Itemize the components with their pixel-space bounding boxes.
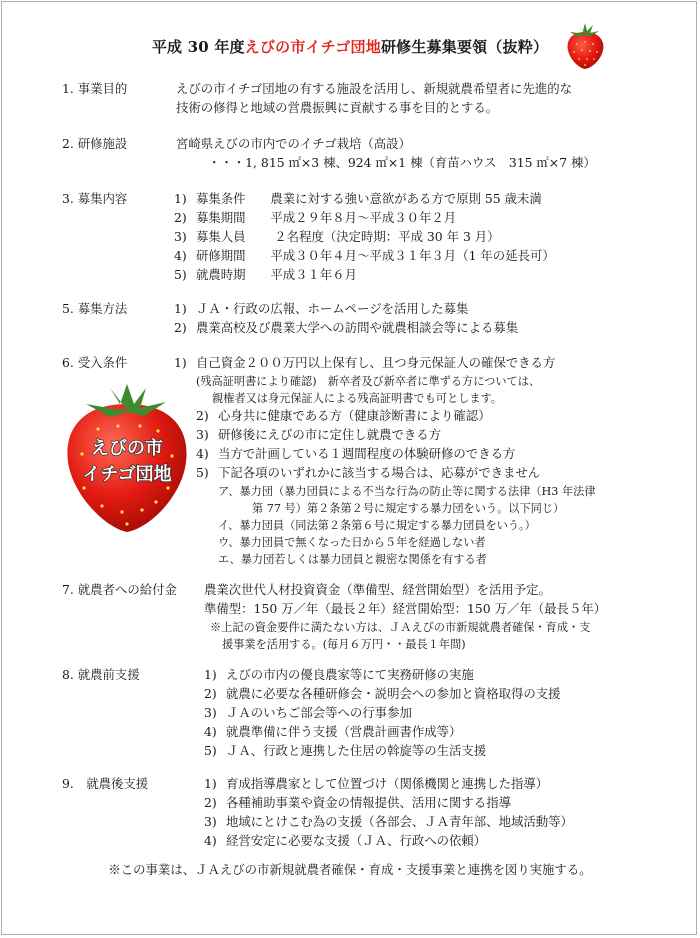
item-text: 各種補助事業や資金の情報提供、活用に関する指導 (226, 795, 511, 810)
item-text: 研修期間 平成３０年４月～平成３１年３月（1 年の延長可） (196, 248, 555, 263)
item-text: 募集条件 農業に対する強い意欲がある方で原則 55 歳未満 (196, 191, 542, 206)
item-number: 1) (174, 355, 187, 370)
list-item (174, 247, 555, 266)
text-line: 準備型：150 万／年（最長２年）経営開始型：150 万／年（最長５年） (204, 601, 607, 616)
logo-line2: イチゴ団地 (82, 464, 172, 485)
item-number: 2) (174, 320, 187, 335)
item-text: 就農に必要な各種研修会・説明会への参加と資格取得の支援 (226, 686, 561, 701)
list-item (204, 685, 561, 704)
item-number: 3) (204, 814, 217, 829)
item-number: 2) (174, 210, 187, 225)
list-item (174, 209, 456, 228)
item-text: 研修後にえびの市に定住し就農できる方 (218, 427, 442, 442)
note-line: (残高証明書により確認) 新卒者及び新卒者に準ずる方については、 (196, 375, 541, 388)
text-line: 農業次世代人材投資資金（準備型、経営開始型）を活用予定。 (204, 582, 551, 597)
sub-item: エ、暴力団若しくは暴力団員と親密な関係を有する者 (218, 553, 487, 566)
list-item (204, 794, 511, 813)
item-number: 2) (204, 686, 217, 701)
item-text: ＪＡ・行政の広報、ホームページを活用した募集 (196, 301, 469, 316)
item-text: 育成指導農家として位置づけ（関係機関と連携した指導） (226, 776, 549, 791)
item-number: 4) (204, 833, 217, 848)
footer-note: ※この事業は、ＪＡえびの市新規就農者確保・育成・支援事業と連携を図り実施する。 (108, 862, 592, 877)
item-text: ＪＡ、行政と連携した住居の斡旋等の生活支援 (226, 743, 487, 758)
logo-line1: えびの市 (91, 438, 163, 459)
item-text: 募集人員 ２名程度（決定時期：平成 30 年 3 月） (196, 229, 500, 244)
section-label: 3. 募集内容 (62, 191, 128, 206)
item-number: 1) (174, 191, 187, 206)
item-number: 1) (204, 667, 217, 682)
item-text: 募集期間 平成２９年８月～平成３０年２月 (196, 210, 457, 225)
title-suffix: 研修生募集要領（抜粋） (380, 38, 549, 56)
section-label: 9. 就農後支援 (62, 776, 149, 791)
item-text: 地域にとけこむ為の支援（各部会、ＪＡ青年部、地域活動等） (226, 814, 573, 829)
item-text: 下記各項のいずれかに該当する場合は、応募ができません (218, 465, 541, 480)
list-item (174, 300, 468, 319)
item-number: 3) (204, 705, 217, 720)
item-text: 自己資金２００万円以上保有し、且つ身元保証人の確保できる方 (196, 355, 556, 370)
section-label: 6. 受入条件 (62, 355, 128, 370)
section-label: 2. 研修施設 (62, 136, 128, 151)
list-item (196, 445, 515, 464)
item-number: 4) (204, 724, 217, 739)
note-line: 親権者又は身元保証人による残高証明書でも可とします。 (212, 392, 502, 405)
item-number: 1) (204, 776, 217, 791)
section-label: 5. 募集方法 (62, 301, 128, 316)
list-item (196, 407, 491, 426)
sub-item: ウ、暴力団員で無くなった日から５年を経過しない者 (218, 536, 486, 549)
list-item (204, 666, 474, 685)
item-text: えびの市内の優良農家等にて実務研修の実施 (226, 667, 474, 682)
item-number: 3) (196, 427, 209, 442)
item-text: 就農時期 平成３１年６月 (196, 267, 358, 282)
list-item (204, 723, 461, 742)
list-item (174, 354, 555, 373)
list-item (174, 266, 357, 285)
section-label: 7. 就農者への給付金 (62, 582, 177, 597)
text-line: ・・・1, 815 ㎡×3 棟、924 ㎡×1 棟（育苗ハウス 315 ㎡×7 棟） (208, 155, 596, 170)
strawberry-icon (564, 22, 606, 70)
item-number: 2) (204, 795, 217, 810)
text-line: 技術の修得と地域の営農振興に貢献する事を目的とする。 (176, 100, 499, 115)
list-item (174, 190, 542, 209)
sub-item: イ、暴力団員（同法第２条第６号に規定する暴力団員をいう。） (218, 519, 536, 532)
strawberry-logo (58, 384, 196, 534)
list-item (196, 464, 540, 483)
list-item (204, 832, 486, 851)
list-item (204, 775, 548, 794)
text-line: えびの市イチゴ団地の有する施設を活用し、新規就農希望者に先進的な (176, 81, 573, 96)
list-item (204, 704, 412, 723)
item-text: 心身共に健康である方（健康診断書により確認） (218, 408, 491, 423)
section-label: 8. 就農前支援 (62, 667, 140, 682)
item-number: 3) (174, 229, 187, 244)
item-text: 当方で計画している１週間程度の体験研修のできる方 (218, 446, 516, 461)
list-item (174, 228, 500, 247)
note-line: ※上記の資金要件に満たない方は、ＪＡえびの市新規就農者確保・育成・支 (210, 621, 591, 634)
item-number: 5) (174, 267, 187, 282)
item-number: 1) (174, 301, 187, 316)
item-number: 2) (196, 408, 209, 423)
text-line: 宮崎県えびの市内でのイチゴ栽培（高設） (176, 136, 411, 151)
list-item (174, 319, 518, 338)
item-text: ＪＡのいちご部会等への行事参加 (226, 705, 412, 720)
list-item (204, 742, 486, 761)
sub-item: 第 77 号）第２条第２号に規定する暴力団をいう。以下同じ） (252, 502, 565, 515)
sub-item: ア、暴力団（暴力団員による不当な行為の防止等に関する法律（H3 年法律 (218, 485, 596, 498)
list-item (204, 813, 573, 832)
list-item (196, 426, 441, 445)
item-text: 就農準備に伴う支援（営農計画書作成等） (226, 724, 462, 739)
item-number: 5) (196, 465, 209, 480)
item-number: 5) (204, 743, 217, 758)
note-line: 援事業を活用する。(毎月６万円・・最長１年間) (222, 638, 466, 651)
title-prefix: 平成 30 年度 (151, 38, 245, 56)
item-text: 農業高校及び農業大学への訪問や就農相談会等による募集 (196, 320, 519, 335)
section-label: 1. 事業目的 (62, 81, 128, 96)
item-number: 4) (174, 248, 187, 263)
title-highlight: えびの市イチゴ団地 (244, 38, 381, 56)
item-text: 経営安定に必要な支援（ＪＡ、行政への依頼） (226, 833, 487, 848)
item-number: 4) (196, 446, 209, 461)
